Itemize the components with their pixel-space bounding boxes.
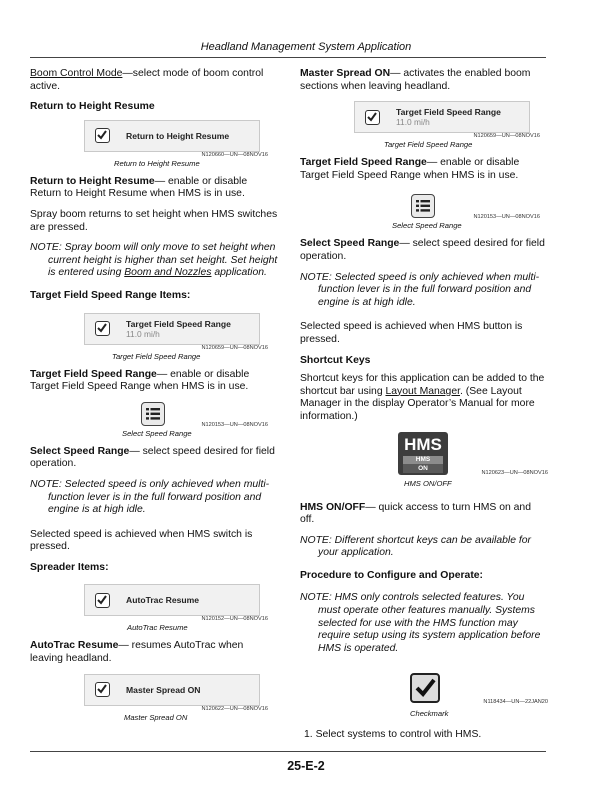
figure-caption: Master Spread ON — [124, 712, 188, 722]
shortcut-keys-paragraph — [300, 373, 548, 423]
master-spread-label: Master Spread ON — [126, 684, 201, 695]
select-speed-term: Select Speed Range — [30, 445, 130, 457]
spray-boom-paragraph: Spray boom returns to set height when HMS switches are pressed. — [30, 208, 278, 233]
checkmark-icon — [410, 673, 440, 703]
shortcut-keys-heading: Shortcut Keys — [300, 354, 371, 366]
note-selected-speed: NOTE: Selected speed is only achieved when multi-function lever is in the full forward position and engine is at high idle. — [30, 478, 270, 516]
hms-icon-title: HMS — [404, 434, 442, 454]
return-to-height-term: Return to Height Resume — [30, 175, 155, 187]
target-field-speed-term: Target Field Speed Range — [300, 157, 427, 169]
hms-icon-state: ON — [403, 464, 443, 473]
select-speed-paragraph — [300, 238, 548, 263]
figure-id: N118434—UN—22JAN20 — [483, 699, 548, 706]
note-text: NOTE: Spray boom will only move to set height when current height is higher than set height. Set height is entered using — [30, 242, 278, 279]
figure-id: N120152—UN—08NOV16 — [201, 616, 268, 623]
figure-caption: HMS ON/OFF — [404, 478, 452, 488]
left-column — [30, 68, 278, 730]
step-text: Select systems to control with HMS. — [315, 729, 482, 741]
procedure-heading: Procedure to Configure and Operate: — [300, 569, 484, 581]
master-spread-desc: — activates the enabled boom sections when leaving headland. — [300, 68, 531, 92]
selected-speed-paragraph: Selected speed is achieved when HMS button is pressed. — [300, 321, 523, 345]
figure-target-field-speed-right — [354, 101, 540, 150]
figure-caption: AutoTrac Resume — [127, 623, 188, 633]
checkbox-checked-icon — [95, 682, 110, 697]
select-speed-desc: — select speed desired for field operation. — [300, 238, 545, 262]
figure-select-speed-right — [354, 194, 540, 231]
figure-caption: Target Field Speed Range — [384, 140, 473, 150]
autotrac-resume-panel — [84, 584, 260, 616]
master-spread-panel — [84, 674, 260, 706]
hms-on-off-paragraph — [300, 502, 548, 527]
target-field-speed-desc: — enable or disable Target Field Speed Range when HMS is in use. — [30, 368, 250, 393]
figure-master-spread — [84, 674, 268, 722]
hms-icon-label: HMS — [403, 456, 443, 464]
checkbox-checked-icon — [95, 593, 110, 608]
master-spread-paragraph — [300, 68, 548, 93]
select-speed-paragraph — [30, 446, 278, 471]
hms-shortcut-button-icon — [398, 432, 448, 475]
figure-id: N120622—UN—08NOV16 — [201, 705, 268, 712]
figure-id: N120660—UN—08NOV16 — [201, 151, 268, 158]
target-field-speed-paragraph — [30, 369, 278, 394]
figure-id: N120659—UN—08NOV16 — [201, 344, 268, 351]
figure-caption: Return to Height Resume — [114, 158, 200, 168]
selected-speed-paragraph: Selected speed is achieved when HMS switch is pressed. — [30, 528, 253, 553]
right-column — [300, 68, 548, 750]
hms-on-off-term: HMS ON/OFF — [300, 501, 366, 513]
note-selected-speed: NOTE: Selected speed is only achieved when multi-function lever is in the full forward position and engine is at high idle. — [300, 271, 540, 308]
figure-id: N120623—UN—08NOV16 — [481, 469, 548, 476]
note-hms-controls: NOTE: HMS only controls selected features. You must operate other features manually. Systems selected for use with the HMS function may require setup using its system application before HMS is operated. — [300, 592, 541, 654]
target-field-speed-value: 11.0 mi/h — [126, 328, 160, 339]
target-field-speed-desc: — enable or disable Target Field Speed Range when HMS is in use. — [300, 157, 520, 181]
note-spray-boom — [30, 242, 278, 280]
shortcut-text: Shortcut keys for this application can be added to the shortcut bar using — [300, 373, 545, 397]
step-number: 1. — [304, 729, 313, 741]
footer-rule — [30, 751, 546, 752]
figure-caption: Select Speed Range — [392, 221, 462, 231]
list-icon — [411, 194, 435, 218]
target-field-speed-value: 11.0 mi/h — [396, 117, 430, 128]
figure-hms-on-off — [300, 432, 546, 488]
checkbox-checked-icon — [95, 321, 110, 336]
boom-control-mode-text: —select mode of boom control active. — [30, 68, 264, 92]
select-speed-desc: — select speed desired for field operation. — [30, 445, 275, 470]
figure-id: N120153—UN—08NOV16 — [201, 421, 268, 428]
boom-control-mode-link[interactable]: Boom Control Mode — [30, 68, 123, 79]
target-field-speed-panel — [84, 313, 260, 345]
figure-return-to-height — [84, 120, 268, 168]
checkbox-checked-icon — [95, 128, 110, 143]
boom-and-nozzles-link[interactable]: Boom and Nozzles — [124, 267, 212, 279]
step-1 — [300, 729, 548, 742]
master-spread-term: Master Spread ON — [300, 68, 391, 79]
shortcut-text-end: . (See Layout Manager in the display Operator’s Manual for more information.) — [300, 385, 535, 422]
target-field-speed-panel — [354, 101, 530, 133]
autotrac-resume-term: AutoTrac Resume — [30, 640, 119, 652]
layout-manager-link[interactable]: Layout Manager — [385, 385, 461, 397]
figure-autotrac-resume — [84, 584, 268, 633]
return-to-height-panel — [84, 120, 260, 152]
figure-caption: Target Field Speed Range — [112, 351, 201, 361]
checkbox-checked-icon — [365, 110, 380, 125]
hms-on-off-desc: — quick access to turn HMS on and off. — [300, 501, 531, 526]
figure-caption: Checkmark — [410, 709, 449, 719]
figure-caption: Select Speed Range — [122, 428, 192, 438]
list-icon — [141, 402, 165, 426]
return-to-height-label: Return to Height Resume — [126, 130, 230, 141]
target-field-speed-heading: Target Field Speed Range Items: — [30, 289, 191, 301]
autotrac-resume-paragraph — [30, 640, 278, 665]
figure-id: N120659—UN—08NOV16 — [473, 133, 540, 140]
header-rule — [30, 57, 546, 58]
figure-checkmark — [300, 669, 546, 719]
autotrac-resume-label: AutoTrac Resume — [126, 595, 200, 606]
figure-id: N120153—UN—08NOV16 — [473, 214, 540, 221]
target-field-speed-label: Target Field Speed Range — [126, 318, 231, 329]
target-field-speed-paragraph — [300, 157, 548, 182]
page-number: 25-E-2 — [287, 759, 325, 773]
note-shortcut-keys: NOTE: Different shortcut keys can be available for your application. — [300, 534, 532, 559]
target-field-speed-label: Target Field Speed Range — [396, 107, 501, 118]
select-speed-term: Select Speed Range — [300, 238, 400, 250]
boom-control-mode-paragraph — [30, 68, 278, 93]
autotrac-resume-desc: — resumes AutoTrac when leaving headland. — [30, 640, 244, 665]
return-to-height-paragraph — [30, 176, 278, 201]
note-text-end: application. — [211, 267, 267, 279]
figure-target-field-speed — [84, 313, 268, 361]
figure-select-speed — [84, 402, 268, 438]
return-to-height-heading: Return to Height Resume — [30, 101, 155, 113]
return-to-height-desc: — enable or disable Return to Height Resume when HMS is in use. — [30, 175, 248, 200]
page-header: Headland Management System Application — [200, 41, 412, 53]
spreader-items-heading: Spreader Items: — [30, 561, 109, 573]
target-field-speed-term: Target Field Speed Range — [30, 368, 157, 380]
